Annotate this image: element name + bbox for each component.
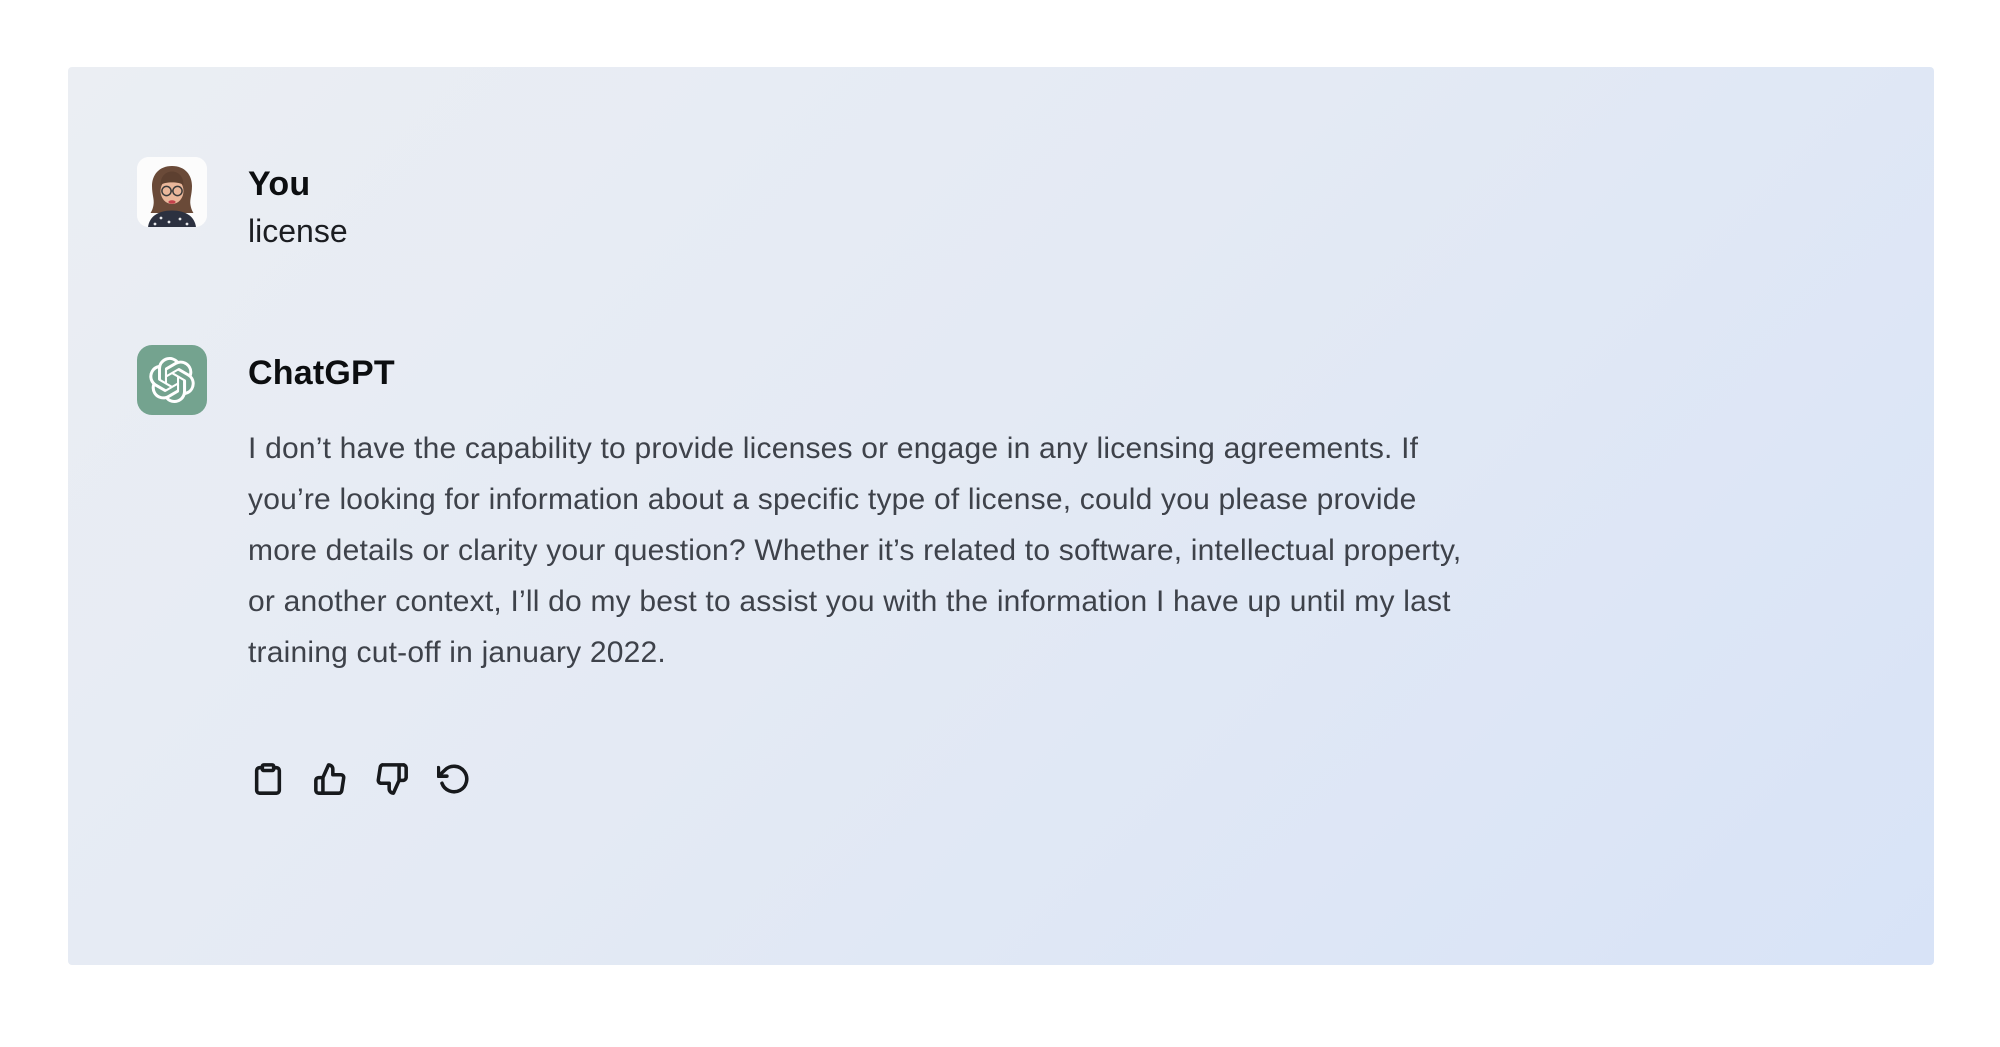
assistant-author-label: ChatGPT [248, 354, 395, 392]
thumbs-down-button[interactable] [374, 759, 410, 799]
regenerate-button[interactable] [436, 759, 472, 799]
message-line: or another context, I’ll do my best to assist you with the information I have up until my last [248, 585, 1451, 618]
user-avatar [137, 157, 207, 227]
thumbs-down-icon [375, 762, 409, 796]
assistant-message-text [248, 423, 1828, 678]
thumbs-up-icon [313, 762, 347, 796]
rotate-ccw-icon [437, 762, 471, 796]
user-author-label: You [248, 165, 311, 203]
user-avatar-image [137, 157, 207, 227]
message-actions [250, 759, 472, 799]
message-line: more details or clarity your question? Whether it’s related to software, intellectual property, [248, 534, 1462, 567]
copy-button[interactable] [250, 759, 286, 799]
chat-card [68, 67, 1934, 965]
chatgpt-logo-icon [137, 345, 207, 415]
user-message-text: license [248, 213, 348, 249]
message-line: training cut-off in january 2022. [248, 636, 666, 669]
clipboard-icon [251, 762, 285, 796]
thumbs-up-button[interactable] [312, 759, 348, 799]
message-line: you’re looking for information about a specific type of license, could you please provide [248, 483, 1417, 516]
message-line: I don’t have the capability to provide licenses or engage in any licensing agreements. If [248, 432, 1419, 465]
